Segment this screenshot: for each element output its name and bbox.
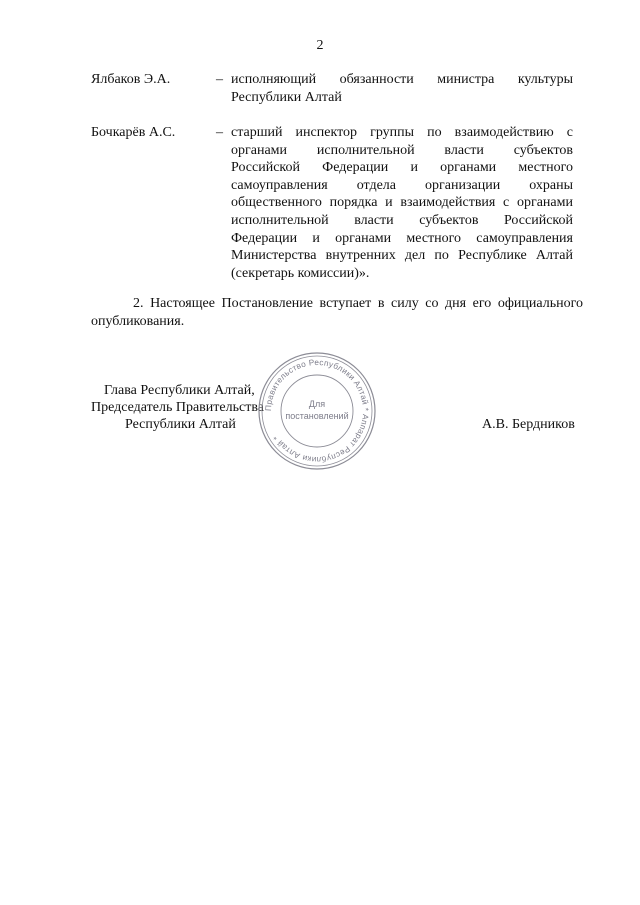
signature-title-line: Председатель Правительства — [91, 400, 264, 415]
description-line: исполнительной власти субъектов Российской — [231, 212, 573, 228]
page-number: 2 — [316, 38, 324, 53]
signature-title-line: Республики Алтай — [125, 417, 236, 432]
description-line: общественного порядка и взаимодействия с органами — [231, 195, 573, 211]
member-dash: – — [216, 72, 223, 87]
description-line: старший инспектор группы по взаимодействию с — [231, 125, 573, 140]
signature-title-line: Глава Республики Алтай, — [104, 383, 255, 398]
description-line: Республики Алтай — [231, 89, 342, 105]
member-name: Бочкарёв А.С. — [91, 125, 176, 140]
description-line: (секретарь комиссии)». — [231, 265, 370, 281]
description-line: самоуправления отдела организации охраны — [231, 177, 573, 193]
effective-date-paragraph — [91, 295, 583, 331]
description-line: органами исполнительной власти субъектов — [231, 142, 573, 158]
stamp-center-line: Для — [308, 399, 326, 409]
description-line: исполняющий обязанности министра культуры — [231, 72, 573, 87]
description-line: Российской Федерации и органами местного — [231, 160, 573, 176]
stamp-ring-text: Правительство Республики Алтай * Аппарат Республики Алтай * — [263, 357, 371, 465]
description-line: Федерации и органами местного самоуправления — [231, 230, 573, 246]
paragraph-line: 2. Настоящее Постановление вступает в силу со дня его официального — [133, 296, 583, 311]
description-line: Министерства внутренних дел по Республике Алтай — [231, 248, 573, 264]
stamp-center-line: постановлений — [285, 411, 349, 421]
signer-name: А.В. Бердников — [482, 417, 575, 432]
member-dash: – — [216, 125, 223, 140]
member-description — [231, 124, 573, 282]
member-name: Ялбаков Э.А. — [91, 72, 171, 87]
paragraph-line: опубликования. — [91, 314, 185, 329]
official-stamp — [256, 350, 378, 472]
member-description — [231, 71, 573, 106]
